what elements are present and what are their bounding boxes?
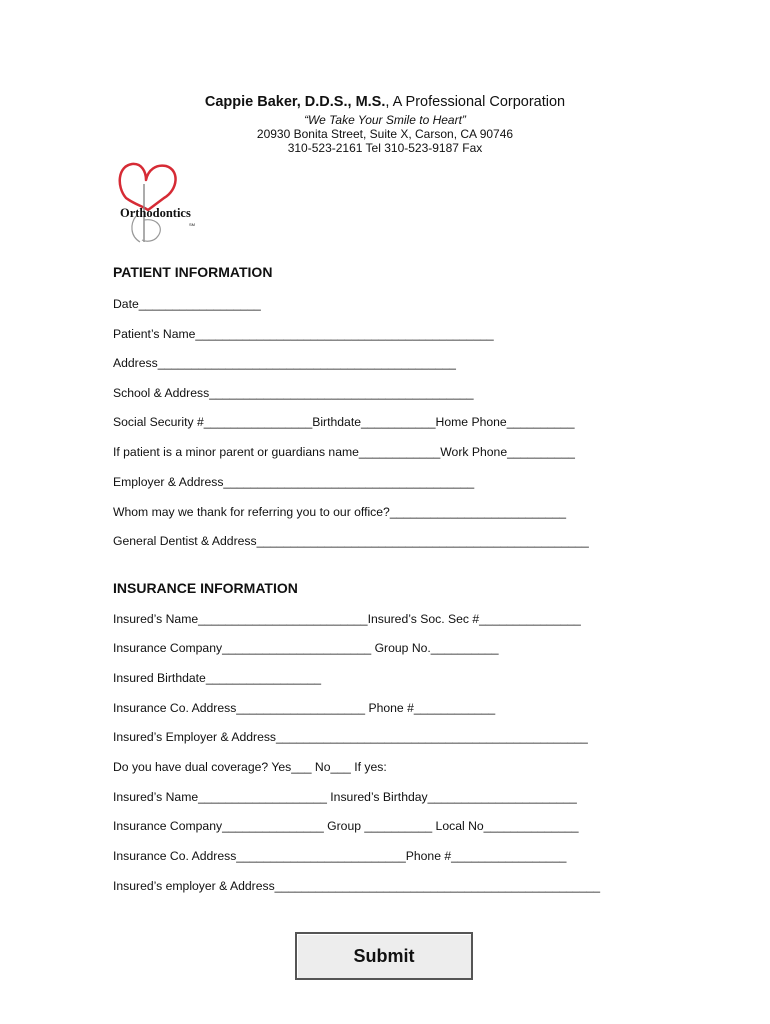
patient-info-heading: PATIENT INFORMATION [113,264,273,280]
practice-corp: , A Professional Corporation [385,94,566,110]
employer-address-field[interactable]: Employer & Address_____________________________________ [113,475,475,489]
patient-name-field[interactable]: Patient’s Name____________________________________________ [113,327,494,341]
logo-text: Orthodontics [120,206,191,220]
logo-mark: SM [189,222,195,227]
practice-address: 20930 Bonita Street, Suite X, Carson, CA 90746 [256,127,514,141]
insurance-info-heading: INSURANCE INFORMATION [113,580,298,596]
date-field[interactable]: Date__________________ [113,297,261,311]
practice-phone-fax: 310-523-2161 Tel 310-523-9187 Fax [287,141,483,155]
insurance-address-phone-field[interactable]: Insurance Co. Address___________________ Phone #____________ [113,701,496,715]
ssn-birthdate-homephone-field[interactable]: Social Security #________________Birthdate___________Home Phone__________ [113,415,575,429]
insurance-company-group-field[interactable]: Insurance Company______________________ Group No.__________ [113,641,499,655]
orthodontics-logo [112,158,204,244]
practice-tagline: “We Take Your Smile to Heart” [304,113,466,127]
dual-coverage-field[interactable]: Do you have dual coverage? Yes___ No___ If yes: [113,760,387,774]
guardian-workphone-field[interactable]: If patient is a minor parent or guardians name____________Work Phone__________ [113,445,575,459]
school-address-field[interactable]: School & Address_______________________________________ [113,386,474,400]
general-dentist-field[interactable]: General Dentist & Address_________________________________________________ [113,534,589,548]
insured-name-ssn-field[interactable]: Insured’s Name_________________________Insured’s Soc. Sec #_______________ [113,612,581,626]
heart-icon [120,164,176,210]
logo-b-curve [142,220,160,241]
second-insurance-address-phone-field[interactable]: Insurance Co. Address_________________________Phone #_________________ [113,849,567,863]
referral-field[interactable]: Whom may we thank for referring you to our office?__________________________ [113,505,567,519]
address-field[interactable]: Address____________________________________________ [113,356,456,370]
second-insured-employer-field[interactable]: Insured’s employer & Address________________________________________________ [113,879,601,893]
second-insurance-company-field[interactable]: Insurance Company_______________ Group __________ Local No______________ [113,819,579,833]
insured-birthdate-field[interactable]: Insured Birthdate_________________ [113,671,322,685]
submit-button[interactable]: Submit [295,932,473,980]
practice-name: Cappie Baker, D.D.S., M.S. [204,94,386,110]
second-insured-name-birthday-field[interactable]: Insured’s Name___________________ Insured’s Birthday______________________ [113,790,577,804]
practice-title [0,94,770,110]
insured-employer-field[interactable]: Insured’s Employer & Address______________________________________________ [113,730,588,744]
